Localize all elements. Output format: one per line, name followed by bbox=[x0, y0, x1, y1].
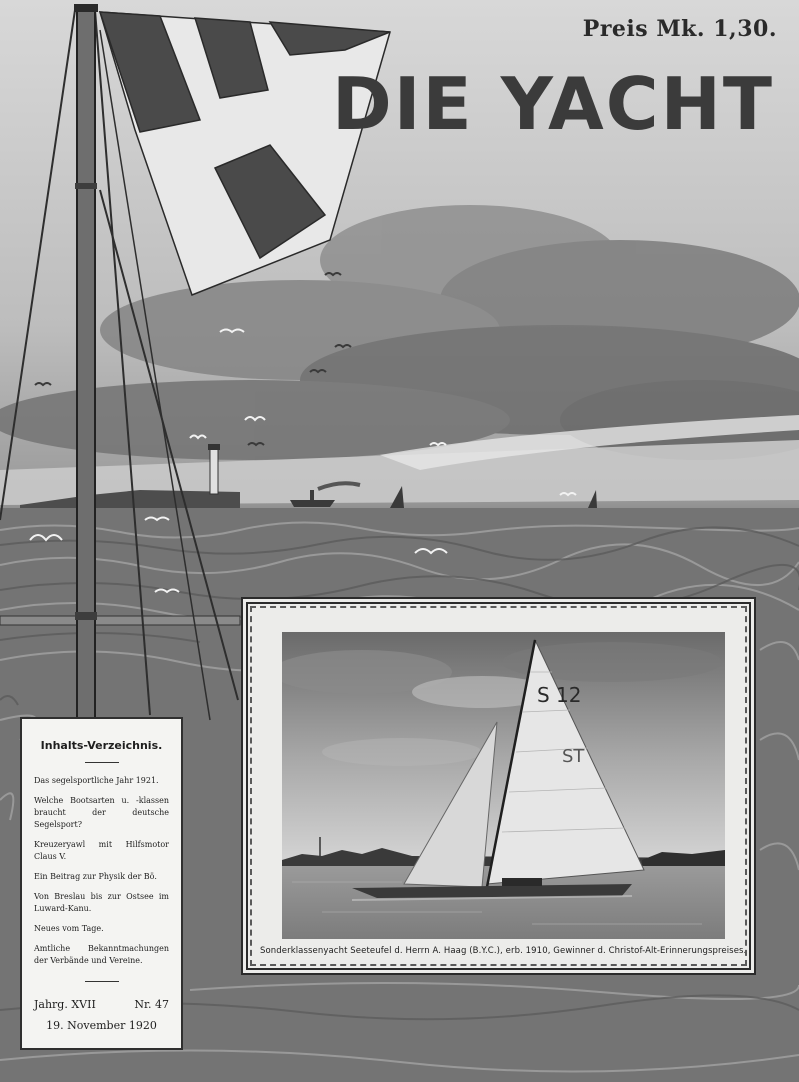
toc-item: Amtliche Bekanntmachungen der Verbände und Vereine. bbox=[34, 944, 169, 965]
issue-info bbox=[34, 998, 169, 1011]
table-of-contents bbox=[20, 717, 183, 1050]
yacht-photo-image bbox=[282, 632, 725, 939]
toc-list bbox=[34, 775, 169, 967]
toc-item: Von Breslau bis zur Ostsee im Luward-Kanu. bbox=[34, 892, 169, 913]
issue-date: 19. November 1920 bbox=[46, 1019, 157, 1032]
toc-heading: Inhalts-Verzeichnis. bbox=[40, 739, 163, 752]
photo-frame bbox=[241, 597, 756, 975]
toc-divider bbox=[85, 762, 119, 763]
toc-item: Kreuzeryawl mit Hilfsmotor Claus V. bbox=[34, 840, 169, 861]
volume-label: Jahrg. XVII bbox=[34, 998, 96, 1011]
yacht-photo bbox=[282, 632, 725, 939]
toc-item: Ein Beitrag zur Physik der Bö. bbox=[34, 872, 157, 881]
toc-item: Das segelsportliche Jahr 1921. bbox=[34, 776, 159, 785]
toc-item: Neues vom Tage. bbox=[34, 924, 104, 933]
photo-caption: Sonderklassenyacht Seeteufel d. Herrn A. Haag (B.Y.C.), erb. 1910, Gewinner d. Christof-Alt-Erinnerungspreises. bbox=[260, 946, 747, 956]
sail-marking: ST bbox=[562, 746, 585, 767]
masthead-title: DIE YACHT bbox=[332, 62, 774, 146]
rail bbox=[0, 616, 240, 625]
sail-number: S 12 bbox=[537, 683, 582, 707]
toc-divider bbox=[85, 981, 119, 982]
issue-number: Nr. 47 bbox=[134, 998, 169, 1011]
cover-price: Preis Mk. 1,30. bbox=[582, 16, 777, 42]
toc-item: Welche Bootsarten u. -klassen braucht der deutsche Segelsport? bbox=[34, 796, 169, 829]
